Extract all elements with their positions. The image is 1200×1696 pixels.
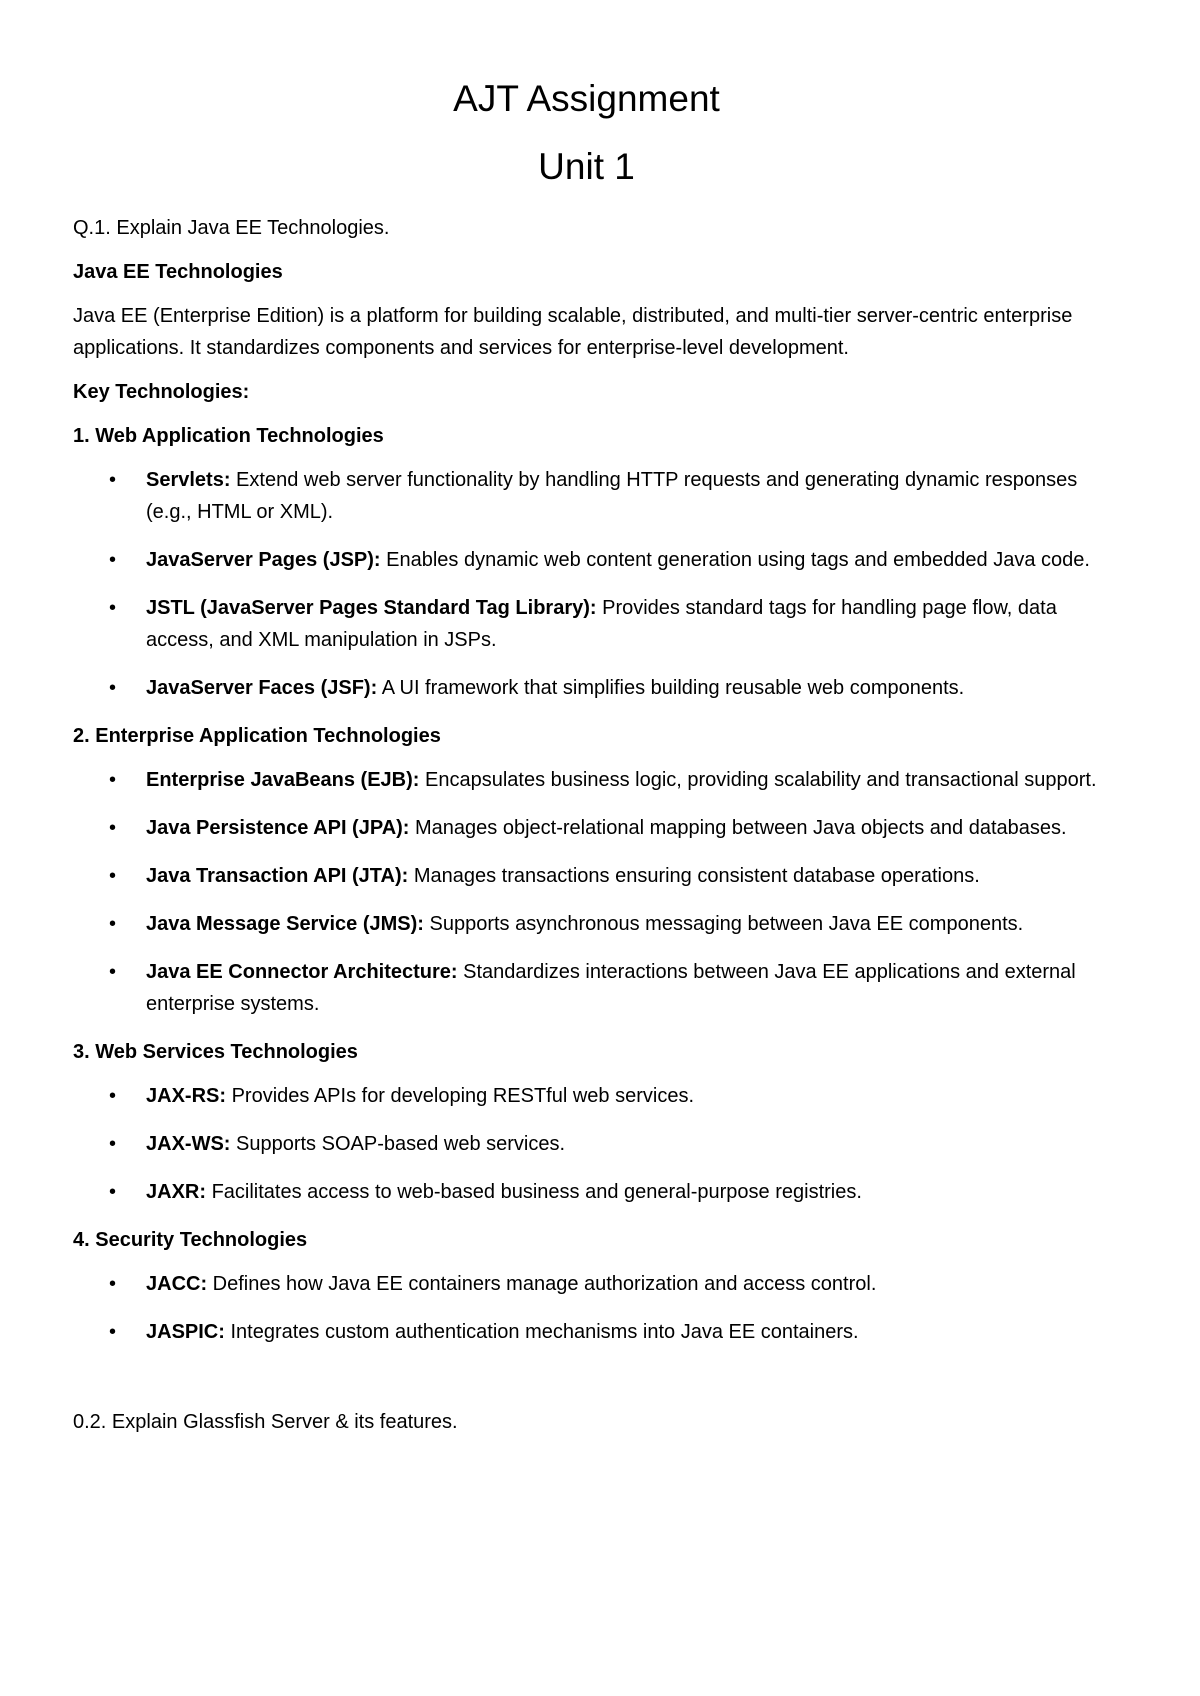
bullet-icon: • <box>109 961 117 983</box>
bullet-icon: • <box>109 1085 117 1107</box>
item-description: Provides standard tags for handling page flow, data access, and XML manipulation in JSPs. <box>146 597 1057 651</box>
item-term: Java Transaction API (JTA): <box>146 865 409 887</box>
item-description: A UI framework that simplifies building reusable web components. <box>377 677 965 699</box>
item-description: Supports asynchronous messaging between Java EE components. <box>423 913 1024 935</box>
item-term: JAXR: <box>146 1181 207 1203</box>
bullet-icon: • <box>109 469 117 491</box>
list-item <box>109 1176 1100 1208</box>
item-description: Manages object-relational mapping between Java objects and databases. <box>409 817 1067 839</box>
item-term: JACC: <box>146 1273 208 1295</box>
bullet-icon: • <box>109 1273 117 1295</box>
item-description: Provides APIs for developing RESTful web services. <box>226 1085 695 1107</box>
section-heading-enterprise-application: 2. Enterprise Application Technologies <box>73 725 441 747</box>
list-security <box>73 1268 1100 1348</box>
bullet-icon: • <box>109 817 117 839</box>
question-2: 0.2. Explain Glassfish Server & its features. <box>73 1411 458 1433</box>
bullet-icon: • <box>109 597 117 619</box>
item-description: Manages transactions ensuring consistent database operations. <box>408 865 980 887</box>
list-item <box>109 812 1100 844</box>
bullet-icon: • <box>109 549 117 571</box>
list-item <box>109 908 1100 940</box>
item-term: Servlets: <box>146 469 231 491</box>
list-item <box>109 1080 1100 1112</box>
item-description: Facilitates access to web-based business and general-purpose registries. <box>206 1181 862 1203</box>
bullet-icon: • <box>109 1133 117 1155</box>
item-description: Encapsulates business logic, providing scalability and transactional support. <box>419 769 1097 791</box>
item-description: Integrates custom authentication mechanisms into Java EE containers. <box>224 1321 859 1343</box>
bullet-icon: • <box>109 1181 117 1203</box>
item-term: Enterprise JavaBeans (EJB): <box>146 769 420 791</box>
list-web-services <box>73 1080 1100 1208</box>
document-subtitle: Unit 1 <box>538 146 635 187</box>
item-term: Java Persistence API (JPA): <box>146 817 410 839</box>
section-heading-security: 4. Security Technologies <box>73 1229 308 1251</box>
item-description: Supports SOAP-based web services. <box>230 1133 566 1155</box>
bullet-icon: • <box>109 865 117 887</box>
intro-paragraph: Java EE (Enterprise Edition) is a platform for building scalable, distributed, and multi-tier server-centric enterprise applications. It standardizes components and services for enterprise-level development. <box>73 305 1073 359</box>
bullet-icon: • <box>109 1321 117 1343</box>
list-item <box>109 1316 1100 1348</box>
item-description: Standardizes interactions between Java EE applications and external enterprise systems. <box>146 961 1076 1015</box>
item-term: JSTL (JavaServer Pages Standard Tag Library): <box>146 597 597 619</box>
section-heading-web-services: 3. Web Services Technologies <box>73 1041 358 1063</box>
item-term: JAX-RS: <box>146 1085 227 1107</box>
list-item <box>109 860 1100 892</box>
list-item <box>109 764 1100 796</box>
item-term: Java Message Service (JMS): <box>146 913 424 935</box>
bullet-icon: • <box>109 769 117 791</box>
list-item <box>109 672 1100 704</box>
list-item <box>109 1268 1100 1300</box>
item-term: JavaServer Pages (JSP): <box>146 549 381 571</box>
list-item <box>109 1128 1100 1160</box>
item-term: JAX-WS: <box>146 1133 231 1155</box>
list-item <box>109 592 1100 656</box>
section-heading-web-application: 1. Web Application Technologies <box>73 425 384 447</box>
document-title: AJT Assignment <box>453 78 720 119</box>
bullet-icon: • <box>109 913 117 935</box>
question-1: Q.1. Explain Java EE Technologies. <box>73 217 390 239</box>
list-item <box>109 956 1100 1020</box>
item-description: Enables dynamic web content generation using tags and embedded Java code. <box>380 549 1090 571</box>
item-term: JASPIC: <box>146 1321 225 1343</box>
item-description: Defines how Java EE containers manage authorization and access control. <box>207 1273 877 1295</box>
item-description: Extend web server functionality by handling HTTP requests and generating dynamic responses (e.g., HTML or XML). <box>146 469 1078 523</box>
item-term: JavaServer Faces (JSF): <box>146 677 378 699</box>
key-technologies-label: Key Technologies: <box>73 381 250 403</box>
item-term: Java EE Connector Architecture: <box>146 961 458 983</box>
list-item <box>109 544 1100 576</box>
section-title: Java EE Technologies <box>73 261 283 283</box>
list-item <box>109 464 1100 528</box>
list-web-application <box>73 464 1100 704</box>
list-enterprise-application <box>73 764 1100 1020</box>
bullet-icon: • <box>109 677 117 699</box>
